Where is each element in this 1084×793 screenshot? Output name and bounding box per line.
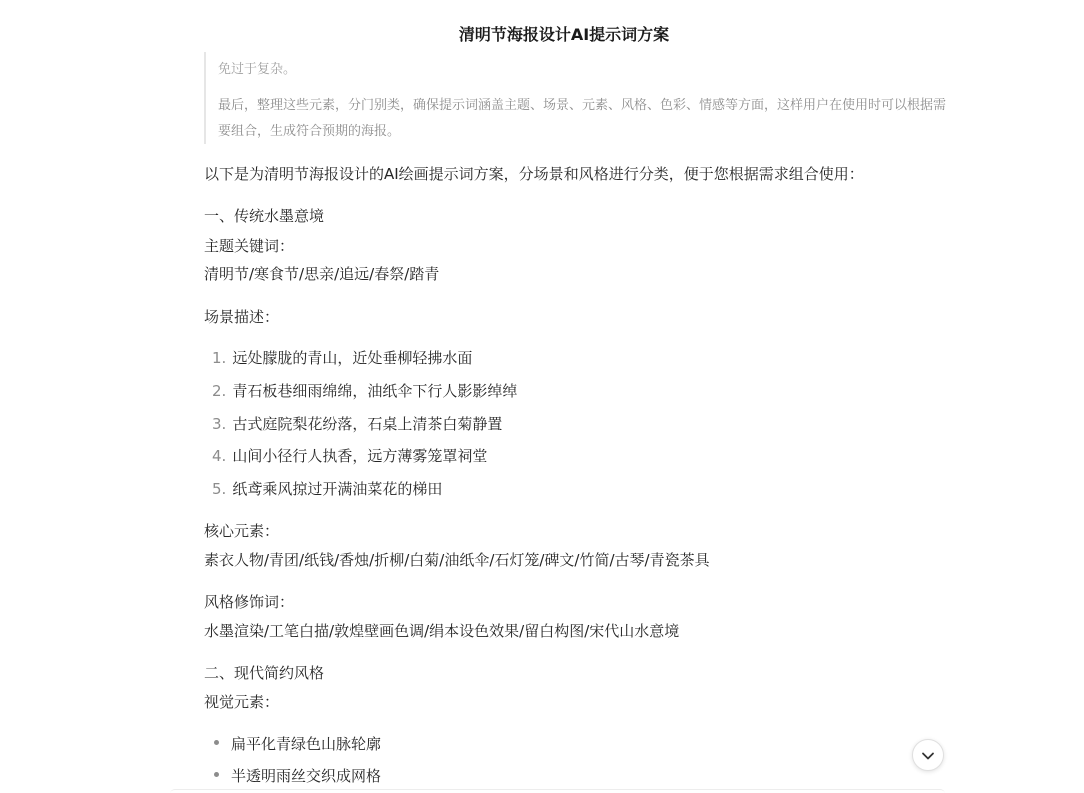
input-area-edge [170, 789, 945, 793]
list-item [212, 380, 517, 401]
list-item [212, 347, 472, 368]
theme-keywords-label: 主题关键词： [204, 237, 295, 255]
list-item-number: 5. [212, 480, 227, 498]
list-item-text: 远处朦胧的青山，近处垂柳轻拂水面 [232, 349, 473, 367]
page-title: 清明节海报设计AI提示词方案 [458, 25, 670, 44]
style-modifiers-value: 水墨渲染/工笔白描/敦煌壁画色调/绢本设色效果/留白构图/宋代山水意境 [204, 622, 680, 640]
theme-keywords-value: 清明节/寒食节/思亲/追远/春祭/踏青 [204, 265, 440, 283]
scroll-to-bottom-button[interactable] [912, 739, 944, 771]
list-item-text: 扁平化青绿色山脉轮廓 [231, 735, 382, 753]
core-elements-value: 素衣人物/青团/纸钱/香烛/折柳/白菊/油纸伞/石灯笼/碑文/竹简/古琴/青瓷茶具 [204, 551, 710, 569]
list-item-text: 古式庭院梨花纷落，石桌上清茶白菊静置 [232, 415, 503, 433]
list-item-number: 2. [212, 382, 227, 400]
quote-top-fragment: 免过于复杂。 [218, 62, 297, 77]
list-item [212, 413, 502, 434]
section1-heading: 一、传统水墨意境 [204, 207, 325, 225]
list-item-text: 青石板巷细雨绵绵，油纸伞下行人影影绰绰 [232, 382, 518, 400]
list-item [212, 478, 442, 499]
list-item-text: 纸鸢乘风掠过开满油菜花的梯田 [232, 480, 443, 498]
core-elements-label: 核心元素： [204, 522, 280, 540]
intro-text: 以下是为清明节海报设计的AI绘画提示词方案，分场景和风格进行分类，便于您根据需求组合使用： [204, 165, 864, 183]
reasoning-quote-block [204, 52, 949, 144]
quote-paragraph: 最后，整理这些元素，分门别类，确保提示词涵盖主题、场景、元素、风格、色彩、情感等方面，这样用户在使用时可以根据需要组合，生成符合预期的海报。 [218, 98, 947, 139]
bullet-dot [214, 740, 219, 745]
list-item [212, 445, 487, 466]
bullet-dot [214, 772, 219, 777]
visual-elements-label: 视觉元素： [204, 693, 280, 711]
list-item [214, 733, 381, 754]
list-item-number: 4. [212, 447, 227, 465]
chevron-down-icon [921, 749, 935, 763]
list-item-number: 1. [212, 349, 227, 367]
list-item-text: 半透明雨丝交织成网格 [231, 767, 382, 785]
section2-heading: 二、现代简约风格 [204, 664, 325, 682]
list-item-number: 3. [212, 415, 227, 433]
list-item [214, 765, 381, 786]
scene-description-label: 场景描述： [204, 308, 280, 326]
list-item-text: 山间小径行人执香，远方薄雾笼罩祠堂 [232, 447, 488, 465]
style-modifiers-label: 风格修饰词： [204, 593, 295, 611]
